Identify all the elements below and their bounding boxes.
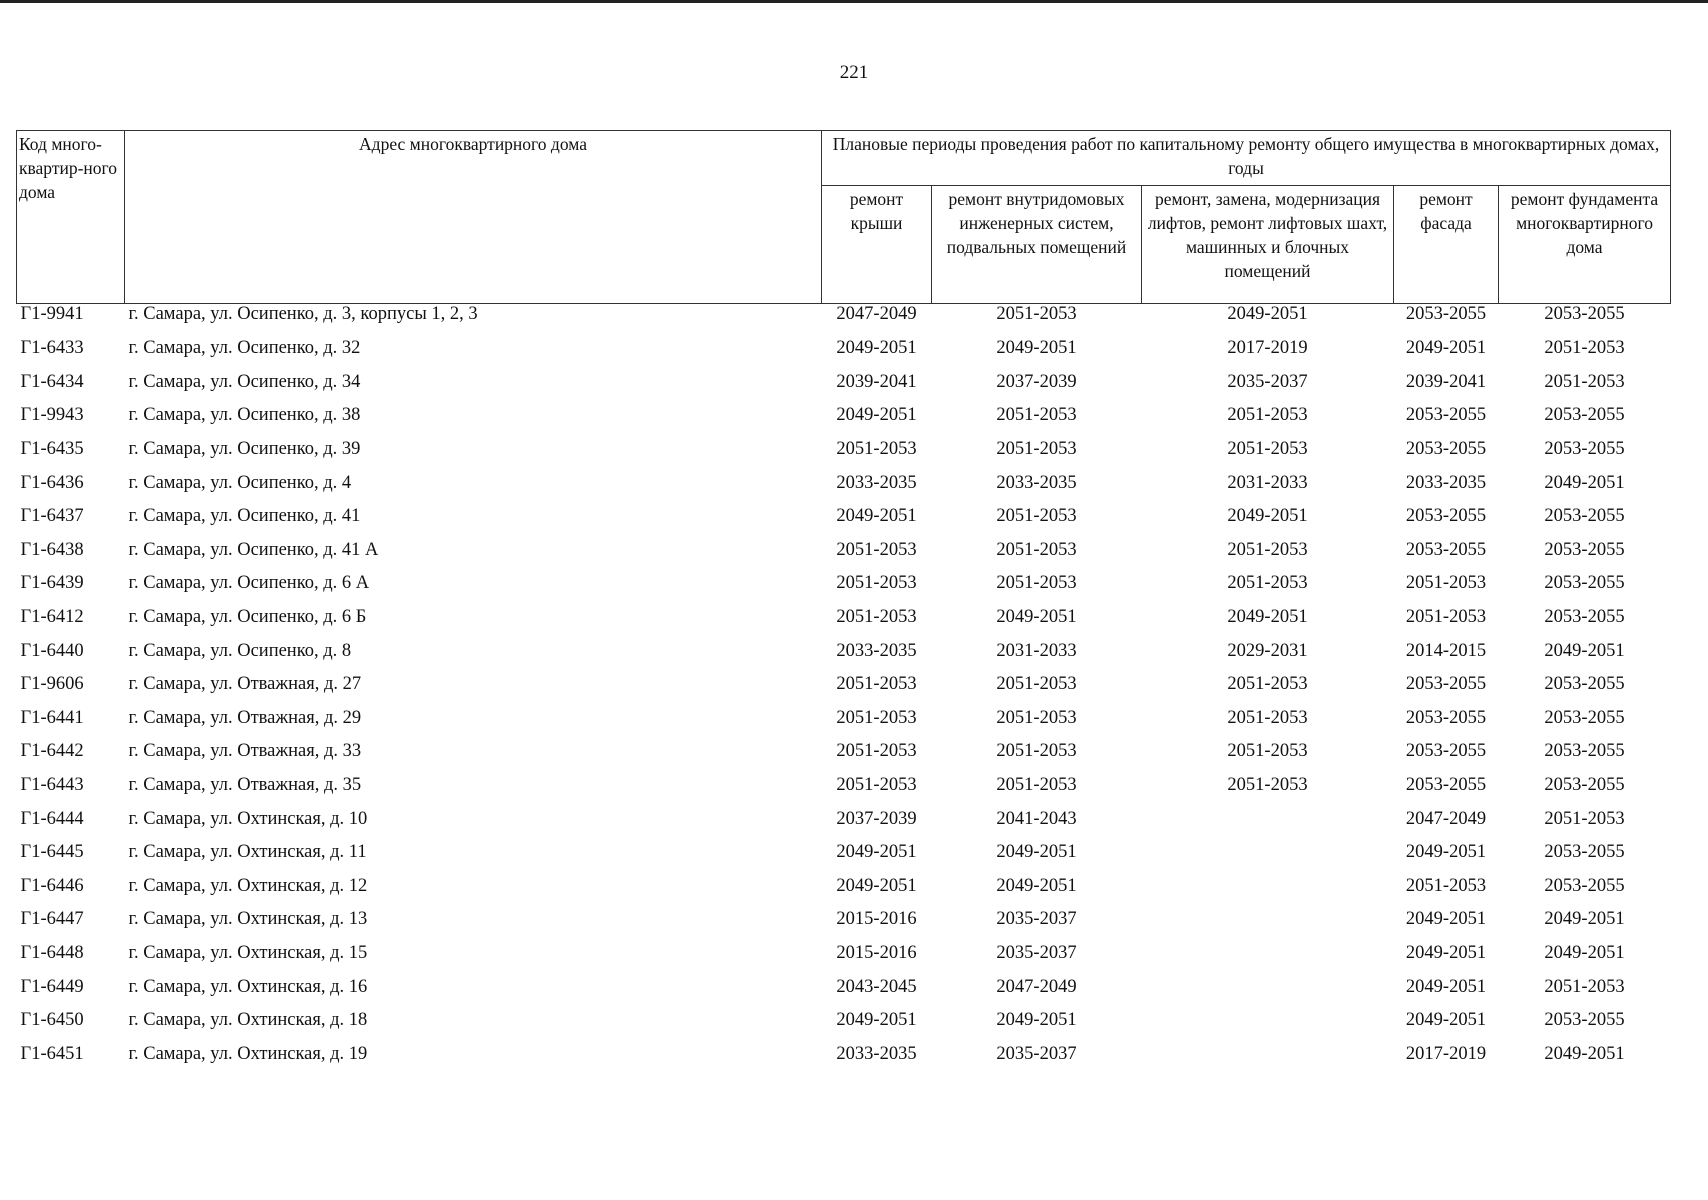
cell-facade: 2053-2055 [1405,741,1487,762]
cell-elevators: 2017-2019 [1227,338,1308,359]
cell-elevators [1142,836,1394,870]
cell-elevators [1142,1004,1394,1038]
cell-roof: 2049-2051 [836,405,917,426]
cell-elevators [1142,870,1394,904]
cell-address: г. Самара, ул. Охтинская, д. 15 [128,942,368,963]
cell-code: Г1-6433 [20,338,84,359]
header-elevators: ремонт, замена, модернизация лифтов, ремонт лифтовых шахт, машинных и блочных помещений [1142,186,1394,304]
cell-facade: 2051-2053 [1405,573,1487,594]
cell-foundation: 2053-2055 [1544,405,1625,426]
cell-engineering: 2041-2043 [996,808,1077,829]
table-row [17,970,1671,1004]
cell-code: Г1-6444 [20,808,84,829]
table-row [17,366,1671,400]
cell-elevators: 2051-2053 [1227,674,1308,695]
cell-engineering: 2035-2037 [996,909,1077,930]
table-header [17,131,1671,304]
cell-address: г. Самара, ул. Охтинская, д. 10 [128,808,368,829]
table-row [17,1004,1671,1038]
cell-engineering: 2035-2037 [996,942,1077,963]
cell-engineering: 2031-2033 [996,640,1077,661]
cell-roof: 2051-2053 [836,607,917,628]
cell-code: Г1-6441 [20,707,84,728]
cell-code: Г1-6449 [20,976,84,997]
cell-address: г. Самара, ул. Осипенко, д. 41 [128,506,361,527]
cell-roof: 2051-2053 [836,439,917,460]
cell-elevators [1142,903,1394,937]
cell-roof: 2047-2049 [836,304,917,324]
table-row [17,903,1671,937]
table-body [17,304,1671,1072]
table-row [17,769,1671,803]
cell-address: г. Самара, ул. Осипенко, д. 32 [128,338,361,359]
cell-code: Г1-6451 [20,1043,84,1064]
cell-facade: 2051-2053 [1405,875,1487,896]
cell-facade: 2049-2051 [1405,909,1487,930]
table-row [17,433,1671,467]
cell-facade: 2053-2055 [1405,405,1487,426]
cell-elevators: 2049-2051 [1227,506,1308,527]
table-row [17,500,1671,534]
cell-foundation: 2051-2053 [1544,338,1625,359]
header-foundation: ремонт фундамента многоквартирного дома [1499,186,1671,304]
cell-foundation: 2053-2055 [1544,539,1625,560]
cell-roof: 2049-2051 [836,506,917,527]
cell-code: Г1-6412 [20,607,84,628]
top-border-line [0,0,1708,3]
table-row [17,466,1671,500]
cell-elevators: 2051-2053 [1227,775,1308,796]
cell-code: Г1-6447 [20,909,84,930]
cell-facade: 2017-2019 [1405,1043,1487,1064]
table-row [17,634,1671,668]
cell-elevators [1142,802,1394,836]
cell-facade: 2039-2041 [1405,371,1487,392]
table-row [17,702,1671,736]
cell-foundation: 2051-2053 [1544,976,1625,997]
table-row [17,1037,1671,1071]
cell-engineering: 2051-2053 [996,405,1077,426]
cell-facade: 2047-2049 [1405,808,1487,829]
table-row [17,802,1671,836]
table-row [17,735,1671,769]
cell-foundation: 2053-2055 [1544,506,1625,527]
cell-facade: 2053-2055 [1405,539,1487,560]
cell-roof: 2049-2051 [836,1010,917,1031]
table-row [17,332,1671,366]
cell-roof: 2015-2016 [836,942,917,963]
cell-engineering: 2037-2039 [996,371,1077,392]
cell-facade: 2049-2051 [1405,842,1487,863]
cell-facade: 2033-2035 [1405,472,1487,493]
cell-facade: 2049-2051 [1405,338,1487,359]
cell-foundation: 2053-2055 [1544,573,1625,594]
cell-address: г. Самара, ул. Осипенко, д. 39 [128,439,361,460]
cell-address: г. Самара, ул. Осипенко, д. 34 [128,371,361,392]
cell-code: Г1-6445 [20,842,84,863]
cell-foundation: 2049-2051 [1544,909,1625,930]
cell-address: г. Самара, ул. Осипенко, д. 6 А [128,573,370,594]
cell-code: Г1-6442 [20,741,84,762]
cell-address: г. Самара, ул. Охтинская, д. 12 [128,875,368,896]
cell-foundation: 2053-2055 [1544,775,1625,796]
cell-roof: 2051-2053 [836,741,917,762]
cell-address: г. Самара, ул. Осипенко, д. 3, корпусы 1, 2, 3 [128,304,478,324]
cell-facade: 2049-2051 [1405,976,1487,997]
cell-foundation: 2049-2051 [1544,942,1625,963]
cell-roof: 2049-2051 [836,338,917,359]
cell-elevators: 2049-2051 [1227,304,1308,324]
table-row [17,870,1671,904]
header-address: Адрес многоквартирного дома [125,131,822,304]
table-row [17,567,1671,601]
cell-address: г. Самара, ул. Охтинская, д. 19 [128,1043,368,1064]
cell-foundation: 2051-2053 [1544,371,1625,392]
cell-code: Г1-6436 [20,472,84,493]
cell-elevators: 2051-2053 [1227,707,1308,728]
cell-roof: 2049-2051 [836,875,917,896]
cell-address: г. Самара, ул. Осипенко, д. 41 А [128,539,379,560]
table-row [17,534,1671,568]
cell-address: г. Самара, ул. Осипенко, д. 4 [128,472,352,493]
cell-foundation: 2053-2055 [1544,439,1625,460]
cell-address: г. Самара, ул. Охтинская, д. 11 [128,842,367,863]
cell-engineering: 2051-2053 [996,674,1077,695]
cell-engineering: 2047-2049 [996,976,1077,997]
cell-roof: 2051-2053 [836,707,917,728]
cell-engineering: 2051-2053 [996,304,1077,324]
cell-engineering: 2035-2037 [996,1043,1077,1064]
cell-elevators: 2051-2053 [1227,405,1308,426]
cell-elevators: 2029-2031 [1227,640,1308,661]
cell-engineering: 2049-2051 [996,338,1077,359]
cell-code: Г1-6448 [20,942,84,963]
table-row [17,304,1671,333]
cell-roof: 2049-2051 [836,842,917,863]
cell-facade: 2053-2055 [1405,304,1487,324]
capital-repair-table [16,130,1671,1071]
cell-elevators: 2051-2053 [1227,741,1308,762]
cell-address: г. Самара, ул. Осипенко, д. 8 [128,640,352,661]
cell-roof: 2051-2053 [836,539,917,560]
cell-address: г. Самара, ул. Отважная, д. 27 [128,674,362,695]
table-row [17,601,1671,635]
header-periods-group: Плановые периоды проведения работ по капитальному ремонту общего имущества в многоквартирных домах, годы [822,131,1671,186]
cell-elevators: 2051-2053 [1227,539,1308,560]
cell-roof: 2051-2053 [836,674,917,695]
cell-engineering: 2051-2053 [996,506,1077,527]
cell-code: Г1-6440 [20,640,84,661]
cell-engineering: 2051-2053 [996,573,1077,594]
cell-elevators [1142,937,1394,971]
cell-roof: 2037-2039 [836,808,917,829]
header-code: Код много-квартир-ного дома [17,131,125,304]
cell-foundation: 2053-2055 [1544,1010,1625,1031]
table-row [17,399,1671,433]
table-row [17,836,1671,870]
cell-engineering: 2049-2051 [996,875,1077,896]
cell-foundation: 2051-2053 [1544,808,1625,829]
cell-code: Г1-6443 [20,775,84,796]
cell-foundation: 2053-2055 [1544,741,1625,762]
cell-address: г. Самара, ул. Осипенко, д. 6 Б [128,607,367,628]
cell-engineering: 2049-2051 [996,607,1077,628]
cell-elevators [1142,1037,1394,1071]
cell-facade: 2053-2055 [1405,775,1487,796]
cell-code: Г1-6435 [20,439,84,460]
cell-engineering: 2049-2051 [996,1010,1077,1031]
cell-foundation: 2053-2055 [1544,607,1625,628]
cell-address: г. Самара, ул. Охтинская, д. 13 [128,909,368,930]
cell-roof: 2015-2016 [836,909,917,930]
table-row [17,668,1671,702]
header-roof: ремонт крыши [822,186,932,304]
cell-code: Г1-6450 [20,1010,84,1031]
cell-elevators: 2051-2053 [1227,439,1308,460]
cell-facade: 2053-2055 [1405,674,1487,695]
cell-facade: 2053-2055 [1405,506,1487,527]
cell-address: г. Самара, ул. Осипенко, д. 38 [128,405,361,426]
cell-code: Г1-9606 [20,674,84,695]
cell-foundation: 2049-2051 [1544,472,1625,493]
cell-foundation: 2053-2055 [1544,304,1625,324]
cell-engineering: 2051-2053 [996,775,1077,796]
cell-code: Г1-6439 [20,573,84,594]
page-number: 221 [839,62,869,83]
cell-elevators: 2035-2037 [1227,371,1308,392]
cell-elevators: 2051-2053 [1227,573,1308,594]
cell-foundation: 2053-2055 [1544,875,1625,896]
header-facade: ремонт фасада [1394,186,1499,304]
cell-roof: 2043-2045 [836,976,917,997]
cell-address: г. Самара, ул. Охтинская, д. 16 [128,976,368,997]
cell-code: Г1-6438 [20,539,84,560]
cell-facade: 2051-2053 [1405,607,1487,628]
cell-facade: 2053-2055 [1405,707,1487,728]
cell-code: Г1-9941 [20,304,84,324]
cell-engineering: 2049-2051 [996,842,1077,863]
cell-roof: 2051-2053 [836,775,917,796]
table-row [17,937,1671,971]
cell-foundation: 2049-2051 [1544,640,1625,661]
cell-roof: 2033-2035 [836,472,917,493]
cell-foundation: 2053-2055 [1544,707,1625,728]
cell-facade: 2049-2051 [1405,1010,1487,1031]
cell-address: г. Самара, ул. Отважная, д. 33 [128,741,362,762]
cell-code: Г1-6437 [20,506,84,527]
header-engineering: ремонт внутридомовых инженерных систем, подвальных помещений [932,186,1142,304]
cell-engineering: 2033-2035 [996,472,1077,493]
cell-address: г. Самара, ул. Отважная, д. 29 [128,707,362,728]
cell-elevators [1142,970,1394,1004]
cell-engineering: 2051-2053 [996,439,1077,460]
cell-foundation: 2053-2055 [1544,842,1625,863]
cell-facade: 2049-2051 [1405,942,1487,963]
cell-roof: 2033-2035 [836,640,917,661]
cell-engineering: 2051-2053 [996,707,1077,728]
cell-code: Г1-6446 [20,875,84,896]
cell-code: Г1-9943 [20,405,84,426]
cell-elevators: 2049-2051 [1227,607,1308,628]
cell-facade: 2014-2015 [1405,640,1487,661]
cell-facade: 2053-2055 [1405,439,1487,460]
cell-address: г. Самара, ул. Отважная, д. 35 [128,775,362,796]
cell-roof: 2039-2041 [836,371,917,392]
cell-foundation: 2049-2051 [1544,1043,1625,1064]
cell-roof: 2033-2035 [836,1043,917,1064]
cell-roof: 2051-2053 [836,573,917,594]
cell-address: г. Самара, ул. Охтинская, д. 18 [128,1010,368,1031]
cell-code: Г1-6434 [20,371,84,392]
cell-engineering: 2051-2053 [996,539,1077,560]
cell-foundation: 2053-2055 [1544,674,1625,695]
cell-engineering: 2051-2053 [996,741,1077,762]
cell-elevators: 2031-2033 [1227,472,1308,493]
